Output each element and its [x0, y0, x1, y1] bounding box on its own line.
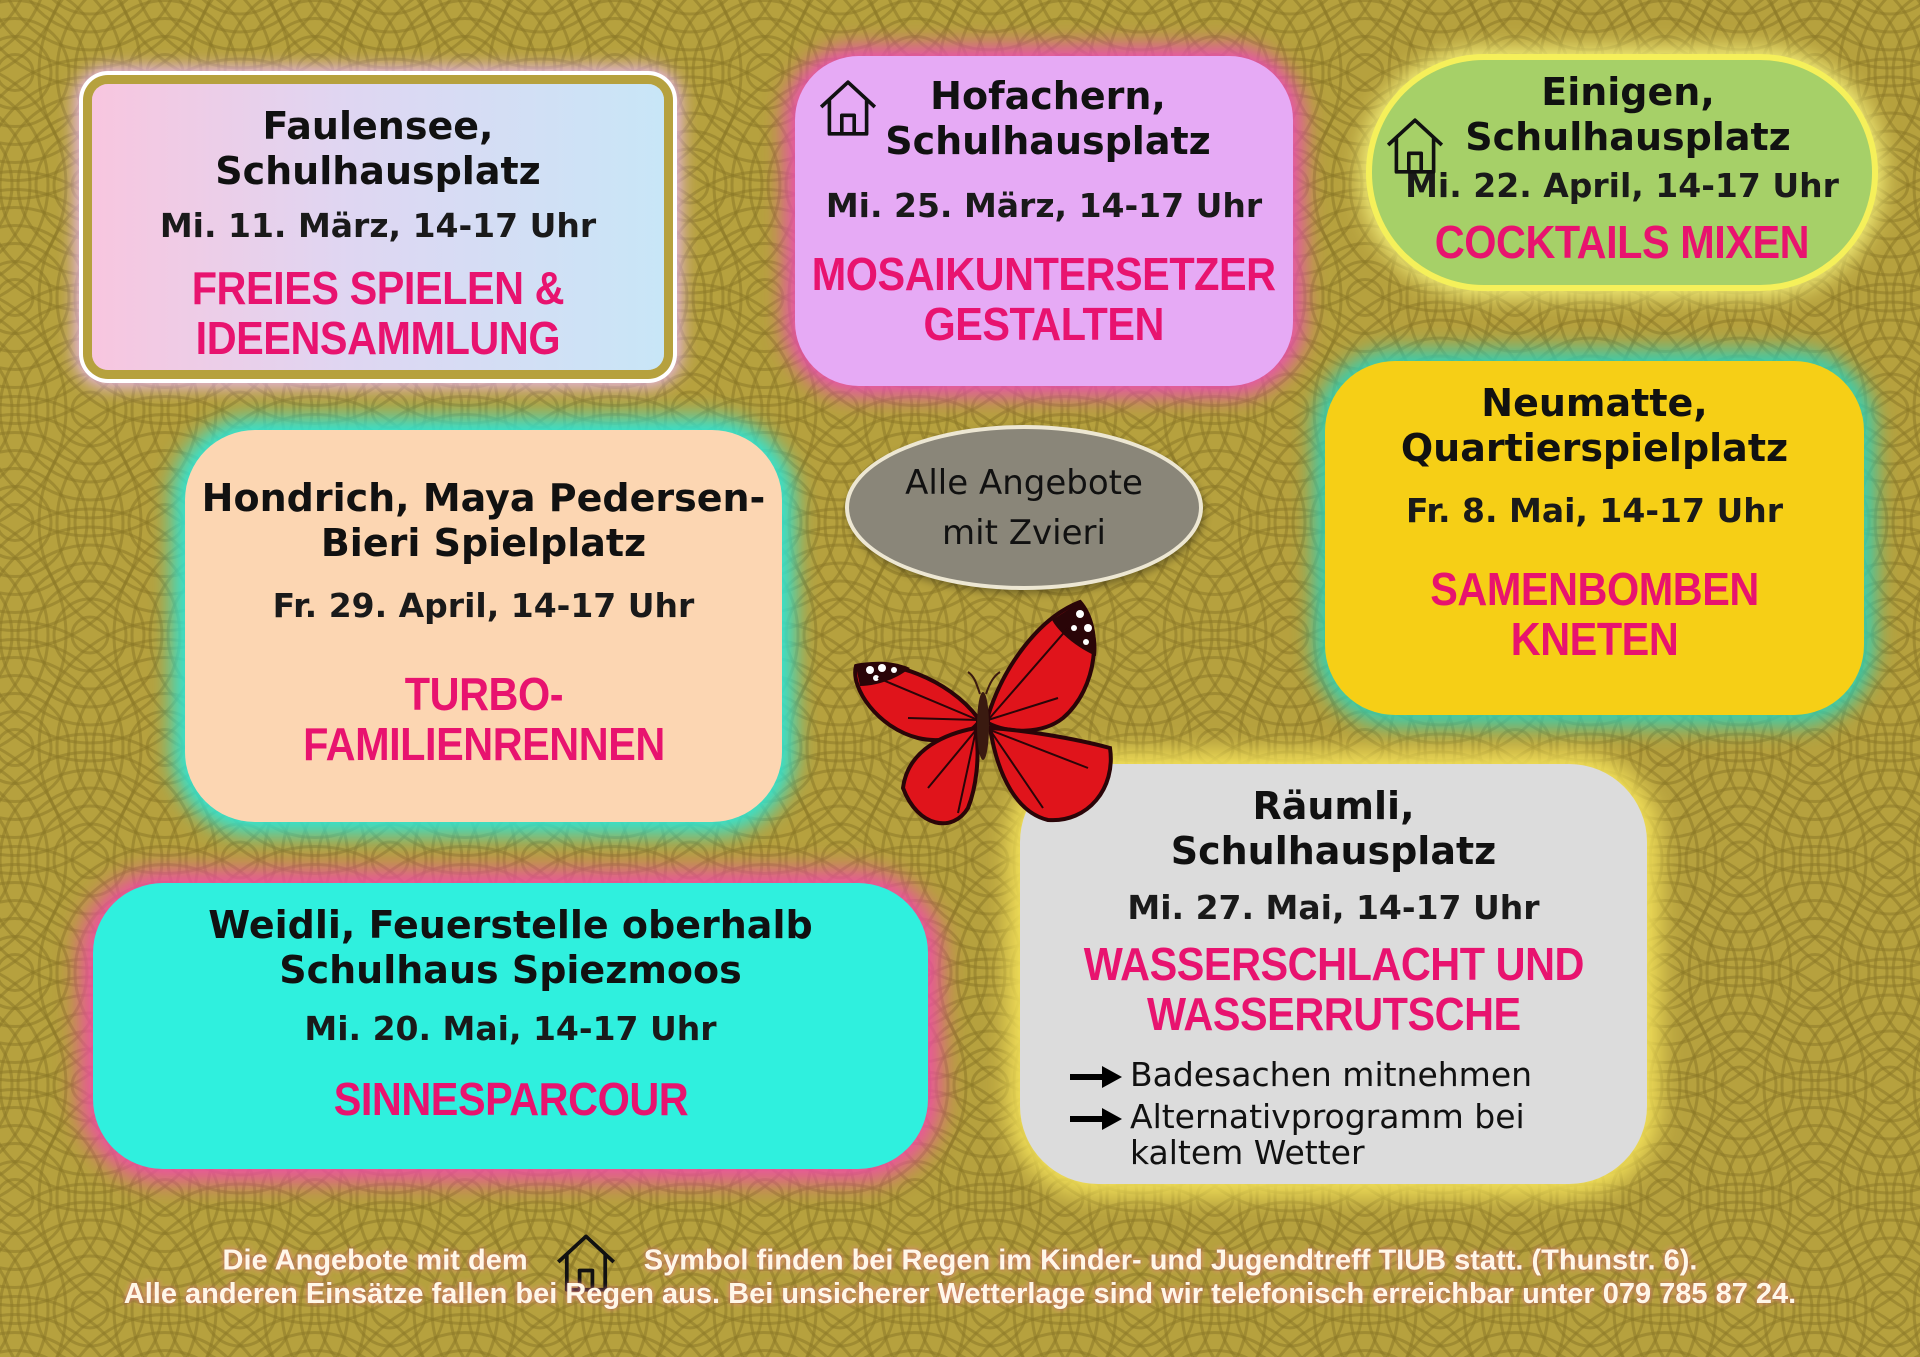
- event-date: Mi. 27. Mai, 14-17 Uhr: [1127, 888, 1540, 927]
- note-text: Badesachen mitnehmen: [1130, 1055, 1533, 1094]
- event-notes: [1068, 1057, 1532, 1171]
- house-icon: [817, 76, 879, 138]
- event-card-faulensee: [92, 84, 664, 370]
- note-item: [1068, 1099, 1532, 1171]
- event-location: Faulensee, Schulhausplatz: [215, 104, 541, 193]
- event-activity: WASSERSCHLACHT UND WASSERRUTSCHE: [1083, 938, 1584, 1040]
- event-date: Mi. 11. März, 14-17 Uhr: [159, 206, 597, 245]
- footer-text: Die Angebote mit dem: [222, 1244, 528, 1277]
- zvieri-badge: Alle Angebote mit Zvieri: [845, 425, 1203, 590]
- event-card-hofachern: [795, 56, 1293, 386]
- event-date: Mi. 25. März, 14-17 Uhr: [825, 186, 1263, 225]
- event-activity: SINNESPARCOUR: [333, 1073, 688, 1125]
- event-date: Mi. 22. April, 14-17 Uhr: [1405, 166, 1839, 205]
- event-location: Weidli, Feuerstelle oberhalb Schulhaus Spiezmoos: [208, 903, 813, 992]
- event-location: Einigen, Schulhausplatz: [1465, 70, 1791, 159]
- note-text: Alternativprogramm bei kaltem Wetter: [1130, 1097, 1525, 1172]
- note-item: [1068, 1057, 1532, 1095]
- event-date: Mi. 20. Mai, 14-17 Uhr: [304, 1009, 717, 1048]
- footer-text: Symbol finden bei Regen im Kinder- und Jugendtreff TIUB statt. (Thunstr. 6).: [643, 1244, 1698, 1277]
- event-activity: SAMENBOMBEN KNETEN: [1430, 563, 1759, 665]
- event-card-neumatte: [1325, 361, 1864, 715]
- event-date: Fr. 29. April, 14-17 Uhr: [272, 586, 695, 625]
- house-icon: [1384, 114, 1446, 176]
- event-location: Hondrich, Maya Pedersen- Bieri Spielplatz: [201, 476, 766, 565]
- event-card-weidli: [93, 883, 928, 1169]
- arrow-right-icon: [1068, 1057, 1130, 1095]
- butterfly-illustration: [848, 598, 1120, 838]
- event-location: Neumatte, Quartierspielplatz: [1400, 381, 1789, 470]
- footer-line-2: Alle anderen Einsätze fallen bei Regen aus. Bei unsicherer Wetterlage sind wir telefonisch erreichbar unter 079 785 87 24.: [123, 1278, 1797, 1310]
- event-location: Hofachern, Schulhausplatz: [885, 74, 1211, 163]
- event-activity: FREIES SPIELEN & IDEENSAMMLUNG: [191, 262, 565, 364]
- event-activity: TURBO- FAMILIENRENNEN: [302, 668, 665, 770]
- arrow-right-icon: [1068, 1099, 1130, 1137]
- event-activity: MOSAIKUNTERSETZER GESTALTEN: [812, 248, 1276, 350]
- event-card-einigen: [1372, 60, 1872, 285]
- event-location: Räumli, Schulhausplatz: [1170, 784, 1497, 873]
- event-card-hondrich: [185, 430, 782, 822]
- event-date: Fr. 8. Mai, 14-17 Uhr: [1405, 491, 1784, 530]
- event-activity: COCKTAILS MIXEN: [1434, 216, 1810, 268]
